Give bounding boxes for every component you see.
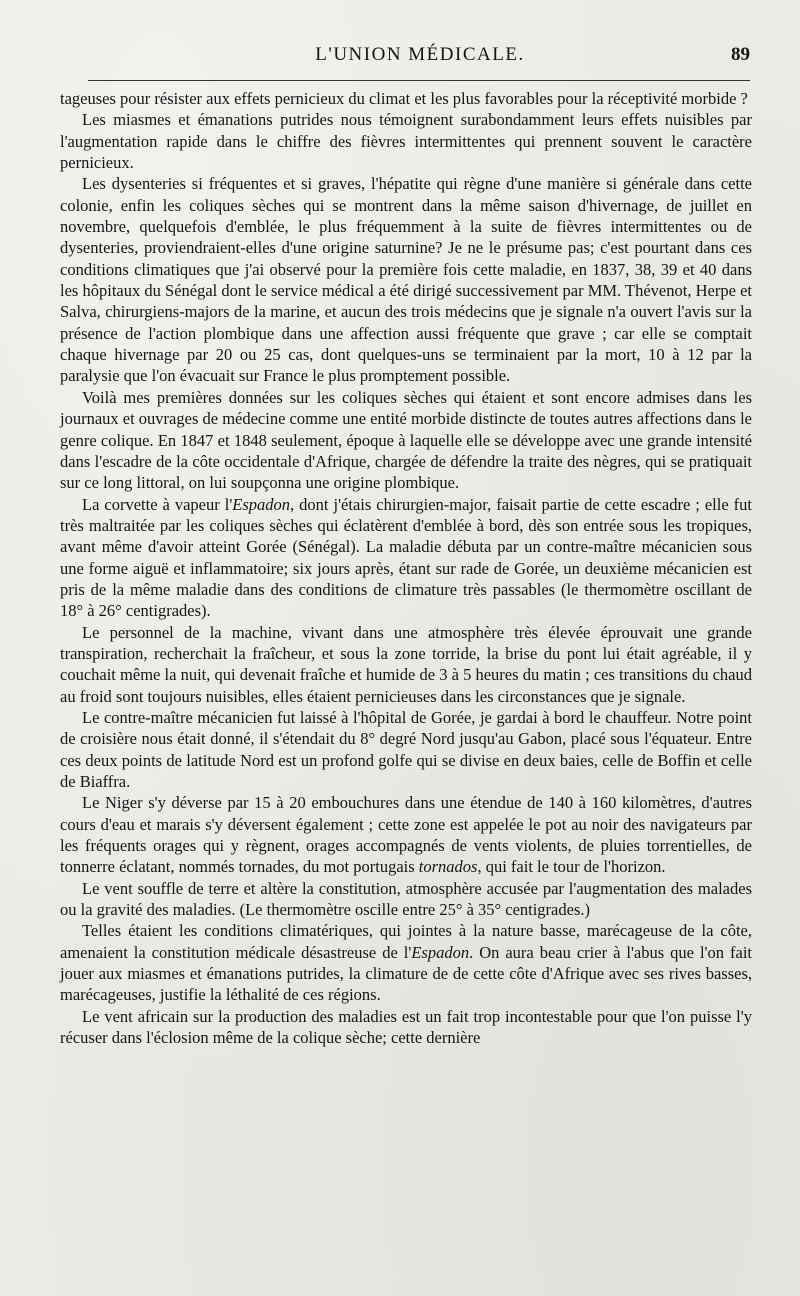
ship-name-italic: Espadon [411,942,470,962]
paragraph-10: Telles étaient les conditions climatériques, qui jointes à la nature basse, marécageuse de la côte, amenaient la constitution médicale désastreuse de l'Espadon. On aura beau crier à l'abus que l'on fait jouer aux miasmes et émanations putrides, la climature de de cette côte d'Afrique avec ses rives basses, marécageuses, justifie la léthalité de ces régions. [60,921,752,1005]
running-title: L'UNION MÉDICALE. [315,44,525,65]
paragraph-4: Voilà mes premières données sur les coliques sèches qui étaient et sont encore admises dans les journaux et ouvrages de médecine comme une entité morbide distincte de toutes autres affections dans le genre colique. En 1847 et 1848 seulement, époque à laquelle elle se développe avec une grande intensité dans l'escadre de la côte occidentale d'Afrique, chargée de défendre la traite des nègres, qui se pratiquait sur ce long littoral, on lui soupçonna une origine plombique. [60,387,753,493]
paragraph-2: Les miasmes et émanations putrides nous témoignent surabondamment leurs effets nuisibles par l'augmentation rapide dans le chiffre des fièvres intermittentes qui prennent souvent le caractère pernicieux. [60,110,752,173]
paragraph-6: Le personnel de la machine, vivant dans une atmosphère très élevée éprouvait une grande transpiration, recherchait la fraîcheur, et sous la zone torride, la brise du pont lui était agréable, il y couchait même la nuit, qui devenait fraîche et humide de 3 à 5 heures du matin ; ces transitions du chaud au froid sont toujours nuisibles, elles étaient pernicieuses dans les circonstances que je signale. [60,622,752,706]
page-number: 89 [731,44,750,65]
tornados-italic: tornados [418,857,478,877]
body-text [60,88,752,1048]
paragraph-11: Le vent africain sur la production des maladies est un fait trop incontestable pour que l'on puisse l'y récuser dans l'éclosion même de la colique sèche; cette dernière [60,1006,752,1048]
header-rule [88,80,750,81]
running-head [90,40,750,70]
ship-name-italic: Espadon [232,494,291,514]
paragraph-3: Les dysenteries si fréquentes et si graves, l'hépatite qui règne d'une manière si générale dans cette colonie, enfin les coliques sèches qui se montrent dans la même saison d'hivernage, de juillet en novembre, quelquefois d'emblée, le plus fréquemment à la suite de fièvres intermittentes ou de dysenteries, proviendraient-elles d'une origine saturnine? Je ne le présume pas; c'est pourtant dans ces conditions climatiques que j'ai observé pour la première fois cette maladie, en 1837, 38, 39 et 40 dans les hôpitaux du Sénégal dont le service médical a été dirigé successivement par MM. Thévenot, Herpe et Salva, chirurgiens-majors de la marine, et aucun des trois médecins que je signale n'a ouvert l'avis sur la présence de l'action plombique dans une affection aussi fréquente que grave ; car elle se comptait chaque hivernage par 20 ou 25 cas, dont quelques-uns se terminaient par la mort, 10 à 12 par la paralysie que l'on évacuait sur France le plus promptement possible. [60,174,752,386]
paragraph-9: Le vent souffle de terre et altère la constitution, atmosphère accusée par l'augmentation des malades ou la gravité des maladies. (Le thermomètre oscille entre 25° à 35° centigrades.) [60,878,752,920]
paragraph-7: Le contre-maître mécanicien fut laissé à l'hôpital de Gorée, je gardai à bord le chauffeur. Notre point de croisière nous était donné, il s'étendait du 8° degré Nord jusqu'au Gabon, placé sous l'équateur. Entre ces deux points de latitude Nord est un profond golfe qui se divise en deux baies, celle de Boffin et celle de Biaffra. [60,707,752,791]
paragraph-8: Le Niger s'y déverse par 15 à 20 embouchures dans une étendue de 140 à 160 kilomètres, d'autres cours d'eau et marais s'y déversent également ; cette zone est appelée le pot au noir des navigateurs par les fréquents orages qui y règnent, orages accompagnés de vents violents, de pluies torrentielles, de tonnerre éclatant, nommés tornades, du mot portugais tornados, qui fait le tour de l'horizon. [60,793,752,877]
paragraph-5: La corvette à vapeur l'Espadon, dont j'étais chirurgien-major, faisait partie de cette escadre ; elle fut très maltraitée par les coliques sèches qui éclatèrent d'emblée à bord, dès son entrée sous les tropiques, avant même d'avoir atteint Gorée (Sénégal). La maladie débuta par un contre-maître mécanicien sous une forme aiguë et inflammatoire; six jours après, étant sur rade de Gorée, un deuxième mécanicien est pris de la même maladie dans des conditions de climature très passables (le thermomètre oscillant de 18° à 26° centigrades). [60,494,752,621]
paragraph-1: tageuses pour résister aux effets pernicieux du climat et les plus favorables pour la réceptivité morbide ? [60,89,748,108]
